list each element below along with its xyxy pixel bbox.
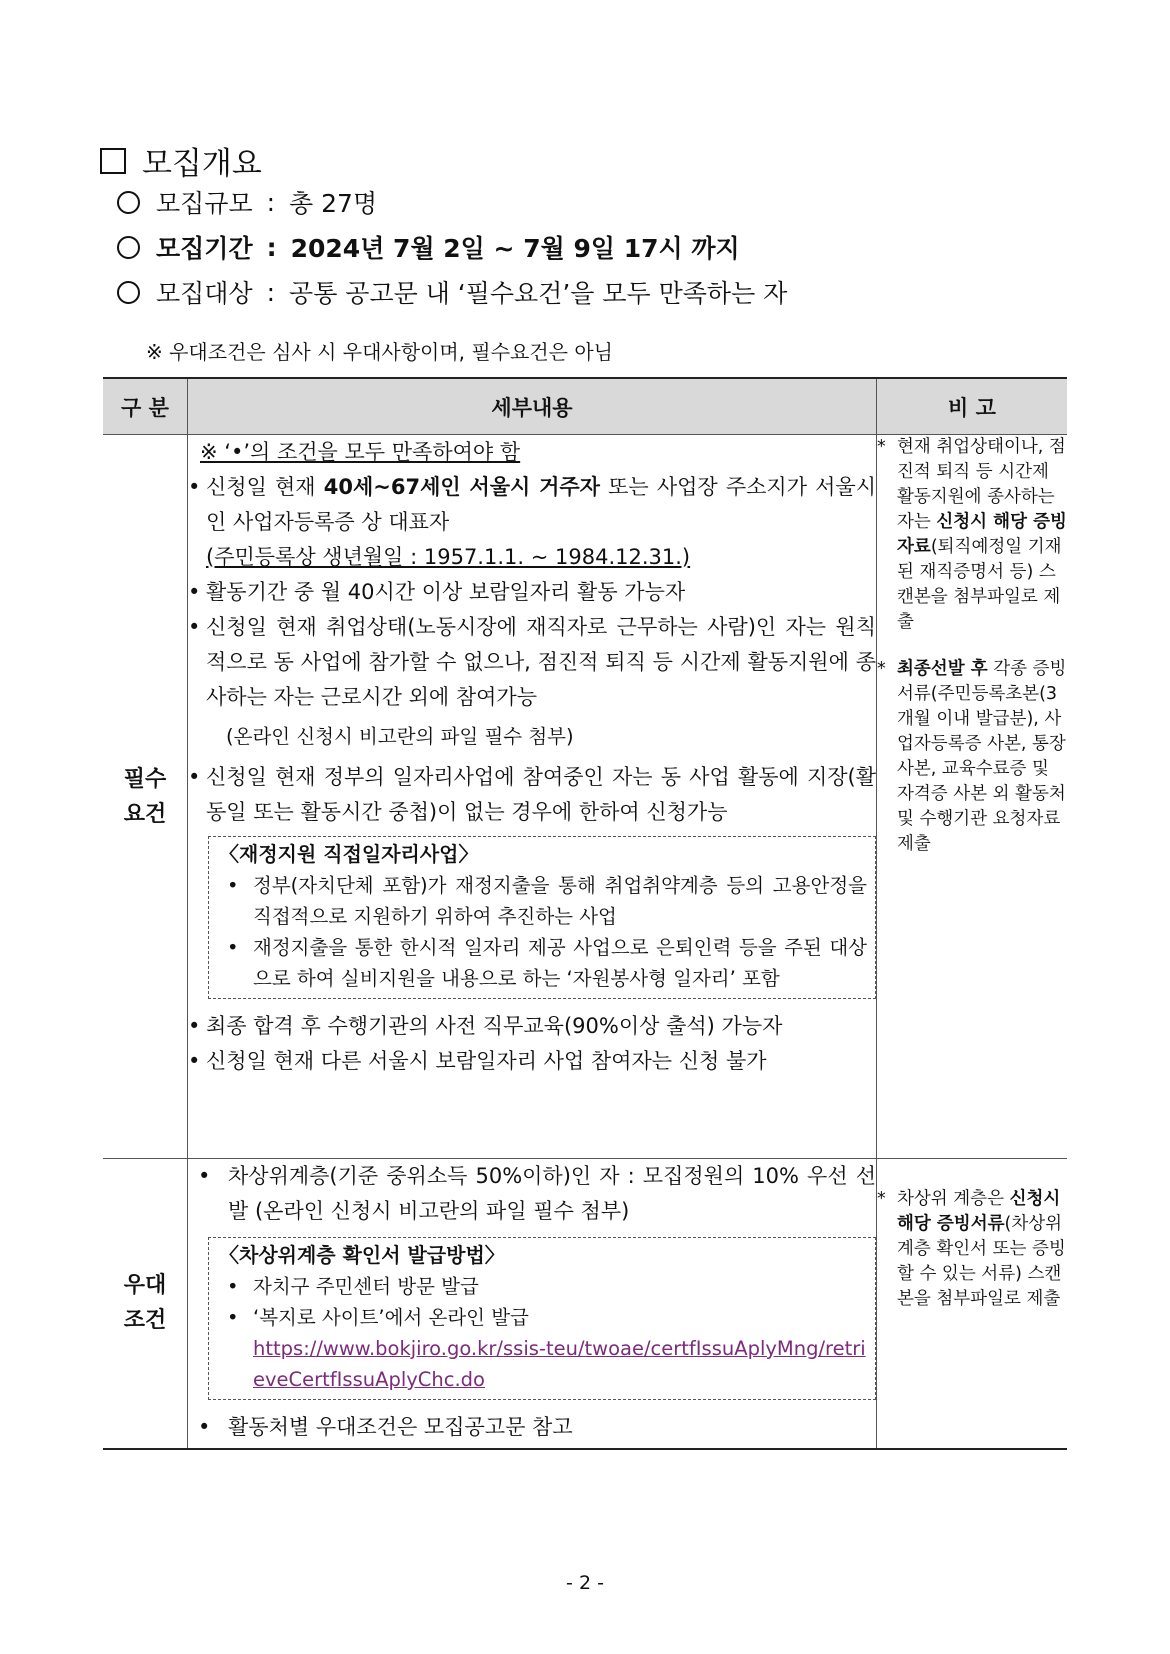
header-details: 세부내용: [188, 378, 877, 435]
list-item: • 신청일 현재 40세~67세인 서울시 거주자 또는 사업장 주소지가 서울시인 사업자등록증 상 대표자: [188, 470, 876, 540]
box-item: • ‘복지로 사이트’에서 온라인 발급 https://www.bokjiro.go.kr/ssis-teu/twoae/certfIssuAplyMng/retrieveCertfIssuAplyChc.do: [219, 1302, 867, 1395]
list-item: • 신청일 현재 취업상태(노동시장에 재직자로 근무하는 사람)인 자는 원칙적으로 동 사업에 참가할 수 없으나, 점진적 퇴직 등 시간제 활동지원에 종사하는 자는 근로시간 외에 참여가능: [188, 610, 876, 715]
overview-item-target: [117, 274, 787, 310]
overview-item-scale: [117, 184, 377, 220]
attachment-note: (온라인 신청시 비고란의 파일 필수 첨부): [226, 725, 574, 748]
bokjiro-link[interactable]: https://www.bokjiro.go.kr/ssis-teu/twoae/certfIssuAplyMng/retrieveCertfIssuAplyChc.do: [253, 1337, 866, 1391]
overview-sep: :: [266, 187, 276, 217]
overview-sep: :: [266, 232, 277, 262]
overview-value: 공통 공고문 내 ‘필수요건’을 모두 만족하는 자: [289, 279, 788, 308]
required-details: [188, 435, 877, 1159]
asterisk-icon: *: [877, 437, 886, 457]
circle-bullet-icon: [117, 281, 140, 304]
bullet-icon: •: [227, 1275, 239, 1298]
box-title: 〈차상위계층 확인서 발급방법〉: [219, 1243, 505, 1267]
list-item: • 신청일 현재 다른 서울시 보람일자리 사업 참여자는 신청 불가: [188, 1044, 876, 1079]
info-box-direct-jobs: [208, 836, 876, 999]
requirements-table: [103, 377, 1067, 1450]
bullet-icon: •: [198, 1164, 211, 1188]
bullet-icon: •: [227, 874, 239, 897]
remark-item: * 차상위 계층은 신청시 해당 증빙서류(차상위계층 확인서 또는 증빙할 수 있는 서류) 스캔본을 첨부파일로 제출: [877, 1187, 1067, 1312]
bullet-icon: •: [198, 1415, 211, 1439]
overview-label: 모집대상: [156, 279, 253, 308]
required-remarks: [877, 435, 1068, 1159]
section-title: [100, 138, 262, 183]
list-item: • 최종 합격 후 수행기관의 사전 직무교육(90%이상 출석) 가능자: [188, 1009, 876, 1044]
box-title: 〈재정지원 직접일자리사업〉: [219, 842, 479, 866]
box-item: • 정부(자치단체 포함)가 재정지출을 통해 취업취약계층 등의 고용안정을 직접적으로 지원하기 위하여 추진하는 사업: [219, 870, 867, 932]
remark-item: * 최종선발 후 각종 증빙서류(주민등록초본(3개월 이내 발급분), 사업자등록증 사본, 통장사본, 교육수료증 및 자격증 사본 외 활동처 및 수행기관 요청자료 제출: [877, 657, 1067, 857]
box-item: • 재정지출을 통한 한시적 일자리 제공 사업으로 은퇴인력 등을 주된 대상으로 하여 실비지원을 내용으로 하는 ‘자원봉사형 일자리’ 포함: [219, 932, 867, 994]
category-preferred: 우대 조건: [103, 1159, 188, 1449]
bullet-icon: •: [227, 1306, 239, 1329]
asterisk-icon: *: [877, 1189, 886, 1209]
note-preferred: ※ 우대조건은 심사 시 우대사항이며, 필수요건은 아님: [146, 340, 613, 364]
preferred-remarks: [877, 1159, 1068, 1449]
header-category: 구 분: [103, 378, 188, 435]
circle-bullet-icon: [117, 236, 140, 259]
overview-label: 모집규모: [156, 189, 253, 218]
header-remarks: 비 고: [877, 378, 1068, 435]
page-number: - 2 -: [566, 1572, 604, 1594]
box-item: • 자치구 주민센터 방문 발급: [219, 1271, 867, 1302]
checkbox-square-icon: [100, 148, 126, 174]
overview-value: 2024년 7월 2일 ~ 7월 9일 17시 까지: [290, 234, 740, 263]
circle-bullet-icon: [117, 191, 140, 214]
bullet-icon: •: [227, 936, 239, 959]
table-row-preferred: [103, 1159, 1067, 1449]
required-intro: ※ ‘•’의 조건을 모두 만족하여야 함: [200, 440, 521, 464]
bullet-icon: •: [188, 475, 201, 499]
list-item: • 신청일 현재 정부의 일자리사업에 참여중인 자는 동 사업 활동에 지장(활동일 또는 활동시간 중첩)이 없는 경우에 한하여 신청가능: [188, 760, 876, 830]
list-item: • 활동처별 우대조건은 모집공고문 참고: [188, 1410, 876, 1445]
dob-range: (주민등록상 생년월일 : 1957.1.1. ~ 1984.12.31.): [206, 545, 691, 569]
overview-value: 총 27명: [289, 189, 378, 218]
info-box-certificate: [208, 1237, 876, 1400]
preferred-details: [188, 1159, 877, 1449]
asterisk-icon: *: [877, 659, 886, 679]
overview-label: 모집기간: [156, 234, 253, 263]
overview-item-period: [117, 229, 740, 265]
category-required: 필수 요건: [103, 435, 188, 1159]
overview-sep: :: [266, 277, 276, 307]
table-header-row: [103, 378, 1067, 435]
bullet-icon: •: [188, 1014, 201, 1038]
bullet-icon: •: [188, 1049, 201, 1073]
list-item: • 차상위계층(기준 중위소득 50%이하)인 자 : 모집정원의 10% 우선 선발 (온라인 신청시 비고란의 파일 필수 첨부): [188, 1159, 876, 1229]
bullet-icon: •: [188, 580, 201, 604]
remark-item: * 현재 취업상태이나, 점진적 퇴직 등 시간제 활동지원에 종사하는 자는 신청시 해당 증빙자료(퇴직예정일 기재된 재직증명서 등) 스캔본을 첨부파일로 제출: [877, 435, 1067, 635]
section-title-text: 모집개요: [142, 146, 262, 182]
list-item: • 활동기간 중 월 40시간 이상 보람일자리 활동 가능자: [188, 575, 876, 610]
bullet-icon: •: [188, 615, 201, 639]
bullet-icon: •: [188, 765, 201, 789]
table-row-required: [103, 435, 1067, 1159]
